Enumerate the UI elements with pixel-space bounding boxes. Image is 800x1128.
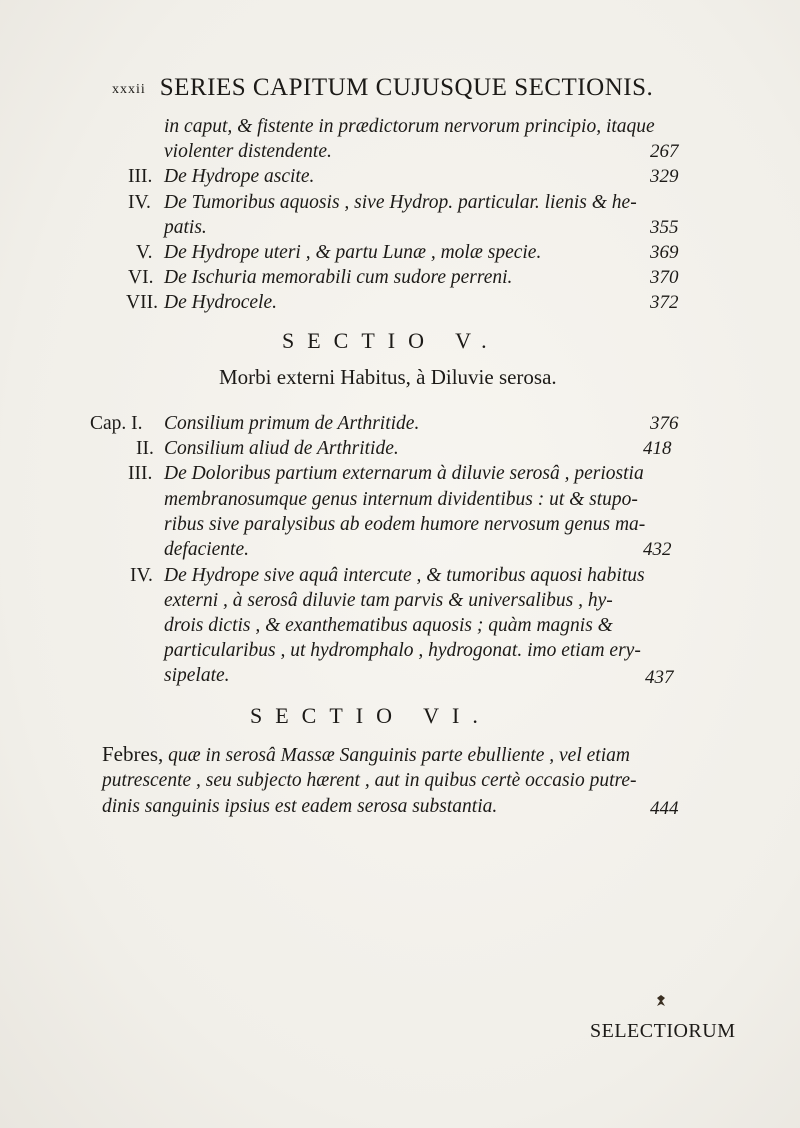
section-paragraph-text: putrescente , seu subjecto hærent , aut in quibus certè occasio putre- bbox=[102, 770, 637, 791]
toc-entry bbox=[90, 411, 419, 436]
toc-entry-text: De Ischuria memorabili cum sudore perreni. bbox=[164, 267, 513, 288]
section-lead-word: Febres, bbox=[102, 742, 164, 766]
page-label: xxxii bbox=[112, 82, 146, 97]
toc-entry-text: violenter distendente. bbox=[164, 141, 332, 162]
toc-page-number: 437 bbox=[645, 667, 674, 688]
toc-page-number: 418 bbox=[643, 438, 672, 459]
chapter-number: VII. bbox=[126, 292, 158, 313]
toc-entry-text: De Tumoribus aquosis , sive Hydrop. particular. lienis & he- bbox=[164, 192, 637, 213]
toc-entry-text: De Hydrope sive aquâ intercute , & tumoribus aquosi habitus bbox=[164, 565, 645, 586]
toc-entry-continuation-line bbox=[164, 537, 249, 562]
toc-page-number: 372 bbox=[650, 292, 679, 313]
toc-entry bbox=[128, 164, 314, 189]
toc-entry-text: Consilium aliud de Arthritide. bbox=[164, 438, 399, 459]
toc-entry bbox=[136, 436, 399, 461]
header-title: SERIES CAPITUM CUJUSQUE SECTIONIS. bbox=[159, 74, 654, 101]
toc-entry-continuation-line bbox=[164, 139, 332, 164]
toc-entry-continuation-line bbox=[164, 512, 645, 537]
toc-entry-continuation-line bbox=[164, 215, 207, 240]
section-paragraph-line bbox=[102, 742, 630, 768]
toc-entry bbox=[128, 265, 512, 290]
chapter-number: III. bbox=[128, 166, 153, 187]
section-paragraph-text: dinis sanguinis ipsius est eadem serosa substantia. bbox=[102, 796, 498, 817]
chapter-number: V. bbox=[136, 242, 153, 263]
section-paragraph-text: quæ in serosâ Massæ Sanguinis parte ebulliente , vel etiam bbox=[168, 745, 630, 766]
toc-entry-text: De Hydrope ascite. bbox=[164, 166, 315, 187]
toc-page-number: 369 bbox=[650, 242, 679, 263]
toc-page-number: 267 bbox=[650, 141, 679, 162]
toc-entry bbox=[128, 190, 637, 215]
toc-entry-text: patis. bbox=[164, 217, 207, 238]
toc-entry-continuation-line bbox=[164, 663, 230, 688]
toc-entry-text: particularibus , ut hydromphalo , hydrogonat. imo etiam ery- bbox=[164, 640, 641, 661]
section-title: SECTIO V. bbox=[282, 328, 500, 353]
toc-entry-continuation bbox=[164, 114, 655, 139]
toc-entry bbox=[126, 290, 277, 315]
toc-entry-text: externi , à serosâ diluvie tam parvis & universalibus , hy- bbox=[164, 590, 613, 611]
chapter-number: III. bbox=[128, 463, 153, 484]
toc-page-number: 444 bbox=[650, 798, 679, 819]
toc-page-number: 376 bbox=[650, 413, 679, 434]
toc-entry bbox=[128, 461, 644, 486]
toc-page-number: 432 bbox=[643, 539, 672, 560]
running-header bbox=[112, 74, 653, 102]
section-title: SECTIO VI. bbox=[250, 703, 491, 728]
section-subtitle: Morbi externi Habitus, à Diluvie serosa. bbox=[219, 365, 557, 389]
chapter-number: IV. bbox=[130, 565, 153, 586]
toc-page-number: 370 bbox=[650, 267, 679, 288]
toc-entry-text: in caput, & fistente in prædictorum nervorum principio, itaque bbox=[164, 116, 655, 137]
toc-entry-continuation-line bbox=[164, 638, 641, 663]
toc-entry-text: De Hydrocele. bbox=[164, 292, 277, 313]
chapter-number: Cap. I. bbox=[90, 413, 143, 434]
toc-page-number: 355 bbox=[650, 217, 679, 238]
toc-entry bbox=[130, 563, 645, 588]
toc-entry-text: De Hydrope uteri , & partu Lunæ , molæ specie. bbox=[164, 242, 542, 263]
chapter-number: II. bbox=[136, 438, 154, 459]
chapter-number: IV. bbox=[128, 192, 151, 213]
toc-entry-text: drois dictis , & exanthematibus aquosis ; quàm magnis & bbox=[164, 615, 613, 636]
toc-entry-text: Consilium primum de Arthritide. bbox=[164, 413, 420, 434]
toc-entry-text: De Doloribus partium externarum à diluvie serosâ , periostia bbox=[164, 463, 644, 484]
chapter-number: VI. bbox=[128, 267, 154, 288]
toc-entry-text: membranosumque genus internum dividentibus : ut & stupo- bbox=[164, 489, 638, 510]
toc-entry bbox=[136, 240, 541, 265]
catchword: SELECTIORUM bbox=[590, 1020, 736, 1042]
toc-entry-continuation-line bbox=[164, 487, 638, 512]
printer-ornament-icon bbox=[656, 995, 666, 1007]
toc-entry-text: sipelate. bbox=[164, 665, 230, 686]
toc-entry-continuation-line bbox=[164, 588, 613, 613]
toc-entry-continuation-line bbox=[164, 613, 613, 638]
toc-entry-text: ribus sive paralysibus ab eodem humore nervosum genus ma- bbox=[164, 514, 646, 535]
toc-page-number: 329 bbox=[650, 166, 679, 187]
toc-entry-text: defaciente. bbox=[164, 539, 249, 560]
